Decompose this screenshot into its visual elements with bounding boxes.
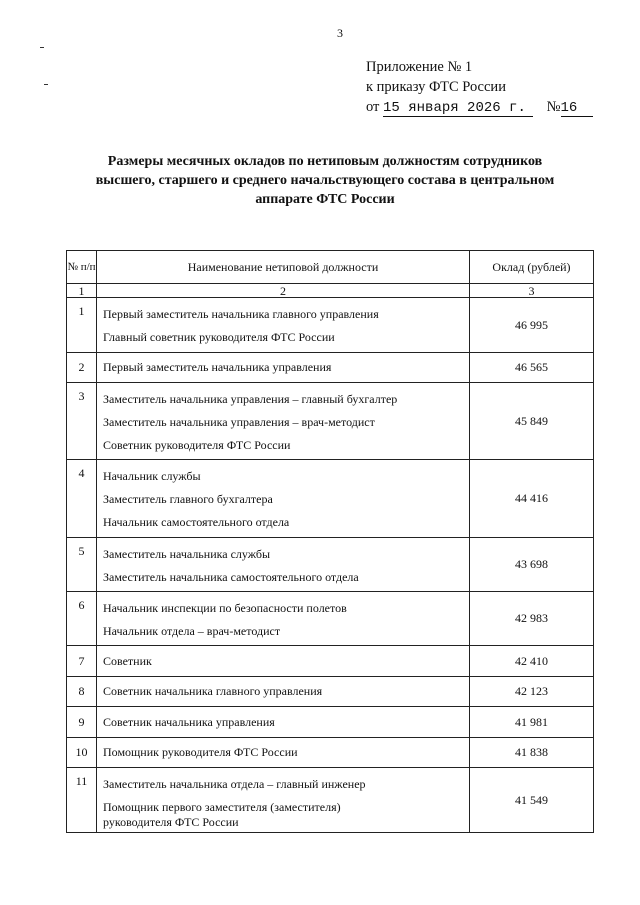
table-row	[67, 646, 594, 677]
appendix-title: Приложение № 1	[366, 59, 473, 75]
appendix-header	[366, 57, 593, 117]
table-row	[67, 383, 594, 460]
salary-value: 46 565	[470, 353, 594, 383]
salary-value: 46 995	[470, 298, 594, 353]
row-number: 1	[67, 298, 97, 353]
page-number: 3	[337, 26, 343, 40]
column-number: 1	[67, 284, 97, 298]
salary-value: 41 981	[470, 707, 594, 738]
appendix-order-ref: к приказу ФТС России	[366, 79, 506, 95]
position-title: Советник начальника управления	[103, 714, 275, 729]
position-title: Начальник службы	[103, 469, 201, 483]
row-number: 2	[67, 353, 97, 383]
scan-mark	[40, 47, 44, 48]
header-number: № п/п	[67, 251, 97, 284]
salary-value: 43 698	[470, 538, 594, 592]
row-number: 4	[67, 460, 97, 538]
position-cell	[97, 298, 470, 353]
table-row	[67, 738, 594, 768]
position-title: Советник руководителя ФТС России	[103, 438, 291, 452]
position-title: Первый заместитель начальника главного управления	[103, 307, 379, 321]
position-title: Советник	[103, 653, 152, 668]
date-prefix: от	[366, 99, 380, 115]
table-row	[67, 460, 594, 538]
position-title: Начальник самостоятельного отдела	[103, 515, 290, 529]
position-title: Заместитель начальника службы	[103, 547, 271, 561]
position-cell	[97, 460, 470, 538]
column-number: 3	[470, 284, 594, 298]
position-cell	[97, 768, 470, 833]
column-numbers-row	[67, 284, 594, 298]
salary-value: 42 123	[470, 677, 594, 707]
salary-value: 42 410	[470, 646, 594, 677]
position-cell	[97, 677, 470, 707]
salary-value: 42 983	[470, 592, 594, 646]
table-row	[67, 298, 594, 353]
number-prefix: №	[546, 99, 561, 115]
position-title: Заместитель начальника самостоятельного отдела	[103, 570, 359, 584]
position-title: Заместитель начальника отдела – главный инженер	[103, 777, 366, 791]
position-cell	[97, 738, 470, 768]
position-cell	[97, 646, 470, 677]
table-header-row	[67, 251, 594, 284]
row-number: 8	[67, 677, 97, 707]
table-row	[67, 538, 594, 592]
position-cell	[97, 707, 470, 738]
order-number: 16	[561, 100, 593, 117]
table-row	[67, 353, 594, 383]
salary-value: 44 416	[470, 460, 594, 538]
row-number: 5	[67, 538, 97, 592]
salary-table	[66, 250, 594, 833]
order-date: 15 января 2026 г.	[383, 100, 533, 117]
row-number: 10	[67, 738, 97, 768]
position-title: Заместитель начальника управления – главный бухгалтер	[103, 392, 398, 406]
table-row	[67, 592, 594, 646]
position-title: Помощник руководителя ФТС России	[103, 745, 298, 759]
position-title: Главный советник руководителя ФТС России	[103, 330, 335, 344]
table-row	[67, 707, 594, 738]
position-title: Начальник отдела – врач-методист	[103, 624, 281, 638]
salary-value: 41 838	[470, 738, 594, 768]
appendix-date-line	[366, 97, 593, 117]
row-number: 11	[67, 768, 97, 833]
position-cell	[97, 383, 470, 460]
position-title: Первый заместитель начальника управления	[103, 360, 332, 374]
header-salary: Оклад (рублей)	[470, 251, 594, 284]
table-row	[67, 768, 594, 833]
row-number: 3	[67, 383, 97, 460]
row-number: 7	[67, 646, 97, 677]
document-title: Размеры месячных окладов по нетиповым должностям сотрудников высшего, старшего и среднего начальствующего состава в центральном аппарате ФТС России	[95, 154, 555, 207]
salary-value: 41 549	[470, 768, 594, 833]
row-number: 6	[67, 592, 97, 646]
position-cell	[97, 592, 470, 646]
row-number: 9	[67, 707, 97, 738]
position-title: Заместитель главного бухгалтера	[103, 492, 273, 506]
scan-mark	[44, 84, 48, 85]
position-title: Начальник инспекции по безопасности полетов	[103, 601, 347, 615]
position-cell	[97, 353, 470, 383]
table-row	[67, 677, 594, 707]
position-title: Помощник первого заместителя (заместителя) руководителя ФТС России	[103, 800, 341, 829]
column-number: 2	[97, 284, 470, 298]
header-position: Наименование нетиповой должности	[97, 251, 470, 284]
position-title: Заместитель начальника управления – врач-методист	[103, 415, 375, 429]
position-title: Советник начальника главного управления	[103, 684, 323, 698]
salary-value: 45 849	[470, 383, 594, 460]
position-cell	[97, 538, 470, 592]
